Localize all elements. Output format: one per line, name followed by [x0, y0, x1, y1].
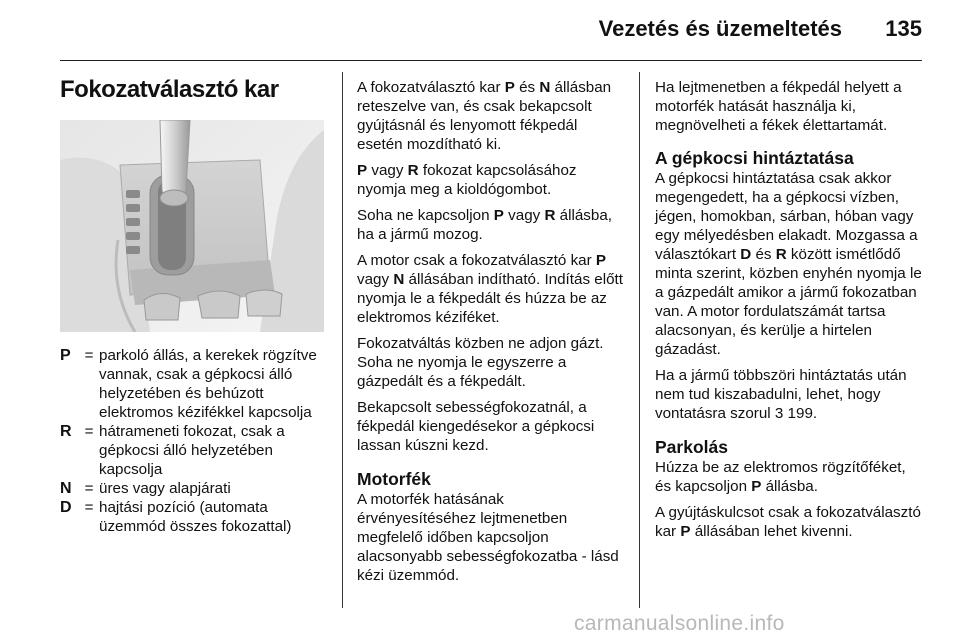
gear-letter: N	[393, 271, 405, 288]
paragraph	[655, 458, 923, 496]
text-run: állásban reteszelve van, és csak bekapcsolt gyújtásnál és lenyomott fékpedál esetén mozdítható ki.	[357, 79, 612, 153]
column-divider	[639, 72, 640, 608]
paragraph	[655, 169, 923, 359]
definition-key: D	[60, 499, 72, 516]
definition-row	[60, 346, 328, 422]
watermark: carmanualsonline.info	[574, 612, 785, 635]
gear-selector-image	[60, 120, 324, 332]
subsection-title: Motorfék	[357, 469, 431, 489]
paragraph: A motorfék hatásának érvényesítéséhez lejtmenetben megfelelő időben kapcsoljon alacsonyabb sebességfokozatba - lásd kézi üzemmód.	[357, 491, 619, 584]
page-header	[60, 0, 922, 61]
definition-row	[60, 498, 328, 536]
text-run: állásba.	[761, 478, 818, 495]
definition-key: P	[60, 347, 71, 364]
text-run: A fokozatválasztó kar	[357, 79, 505, 96]
definition-equals: =	[84, 499, 94, 516]
section-title: Fokozatválasztó kar	[60, 76, 279, 103]
text-run: és	[751, 246, 776, 263]
definition-equals: =	[84, 347, 94, 364]
definition-key: N	[60, 480, 72, 497]
column-1	[60, 70, 328, 536]
definition-equals: =	[84, 480, 94, 497]
paragraph	[357, 206, 625, 244]
definition-row	[60, 479, 328, 498]
text-run: között ismétlődő minta szerint, közben enyhén nyomja le a gázpedált amikor a jármű fokozatban van. A motor fordulatszámát tartsa alacsonyan, és kerülje a hirtelen gázadást.	[655, 246, 922, 358]
gear-definitions	[60, 346, 328, 536]
subsection-title: A gépkocsi hintáztatása	[655, 148, 854, 168]
text-run: vagy	[503, 207, 545, 224]
definition-row	[60, 422, 328, 479]
gear-letter: P	[680, 523, 691, 540]
definition-text: hátrameneti fokozat, csak a gépkocsi álló helyzetében kapcsolja	[99, 423, 285, 478]
paragraph: Ha lejtmenetben a fékpedál helyett a motorfék hatását használja ki, megnövelheti a fékek élettartamát.	[655, 79, 902, 134]
column-3	[655, 78, 923, 548]
text-run: állásában indítható. Indítás előtt nyomja le a fékpedált és húzza be az elektromos kéziféket.	[357, 271, 623, 326]
text-run: Soha ne kapcsoljon	[357, 207, 494, 224]
text-run: állásba, ha a jármű mozog.	[357, 207, 613, 243]
text-run: A gépkocsi hintáztatása csak akkor megengedett, ha a gépkocsi vízben, jégen, homokban, sárban, hóban vagy egy mélyedésben elakadt. Mozgassa a választókart	[655, 170, 918, 263]
gear-letter: P	[357, 162, 368, 179]
paragraph	[357, 251, 625, 327]
column-divider	[342, 72, 343, 608]
definition-key: R	[60, 423, 72, 440]
subsection-title: Parkolás	[655, 437, 728, 457]
definition-text: parkoló állás, a kerekek rögzítve vannak, csak a gépkocsi álló helyzetében és behúzott elektromos kézifékkel kapcsolja	[99, 347, 317, 421]
paragraph	[357, 78, 625, 154]
gear-letter: P	[504, 79, 515, 96]
paragraph	[655, 503, 923, 541]
definition-text: üres vagy alapjárati	[99, 480, 231, 497]
paragraph: Bekapcsolt sebességfokozatnál, a fékpedál kiengedésekor a gépkocsi lassan kúszni kezd.	[357, 399, 595, 454]
page-reference-icon[interactable]: 3	[774, 405, 784, 422]
gear-letter: R	[775, 246, 787, 263]
definition-equals: =	[84, 423, 94, 440]
text-run: és	[514, 79, 540, 96]
page-number: 135	[885, 16, 922, 41]
text-run: állásában lehet kivenni.	[690, 523, 853, 540]
gear-letter: P	[493, 207, 504, 224]
gear-letter: N	[539, 79, 551, 96]
gear-selector-illustration	[60, 120, 324, 332]
text-run: vagy	[367, 162, 408, 179]
gear-letter: P	[751, 478, 762, 495]
page-reference-link[interactable]: 199.	[783, 405, 818, 422]
column-2	[357, 78, 625, 592]
text-run: vagy	[357, 271, 394, 288]
paragraph	[357, 161, 625, 199]
text-run: fokozat kapcsolásához nyomja meg a kioldógombot.	[357, 162, 577, 198]
text-run: A gyújtáskulcsot csak a fokozatválasztó kar	[655, 504, 921, 540]
text-run: Ha a jármű többszöri hintáztatás után nem tud kiszabadulni, lehet, hogy vontatásra szorul	[655, 367, 907, 422]
text-run: Húzza be az elektromos rögzítőféket, és kapcsoljon	[655, 459, 906, 495]
gear-letter: R	[544, 207, 556, 224]
gear-letter: D	[740, 246, 752, 263]
paragraph	[655, 366, 923, 423]
gear-letter: R	[407, 162, 419, 179]
header-title: Vezetés és üzemeltetés	[598, 16, 842, 41]
definition-text: hajtási pozíció (automata üzemmód összes fokozattal)	[99, 499, 292, 535]
text-run: A motor csak a fokozatválasztó kar	[357, 252, 596, 269]
gear-letter: P	[595, 252, 607, 269]
paragraph: Fokozatváltás közben ne adjon gázt. Soha ne nyomja le egyszerre a gázpedált és a fékpedált.	[357, 335, 604, 390]
